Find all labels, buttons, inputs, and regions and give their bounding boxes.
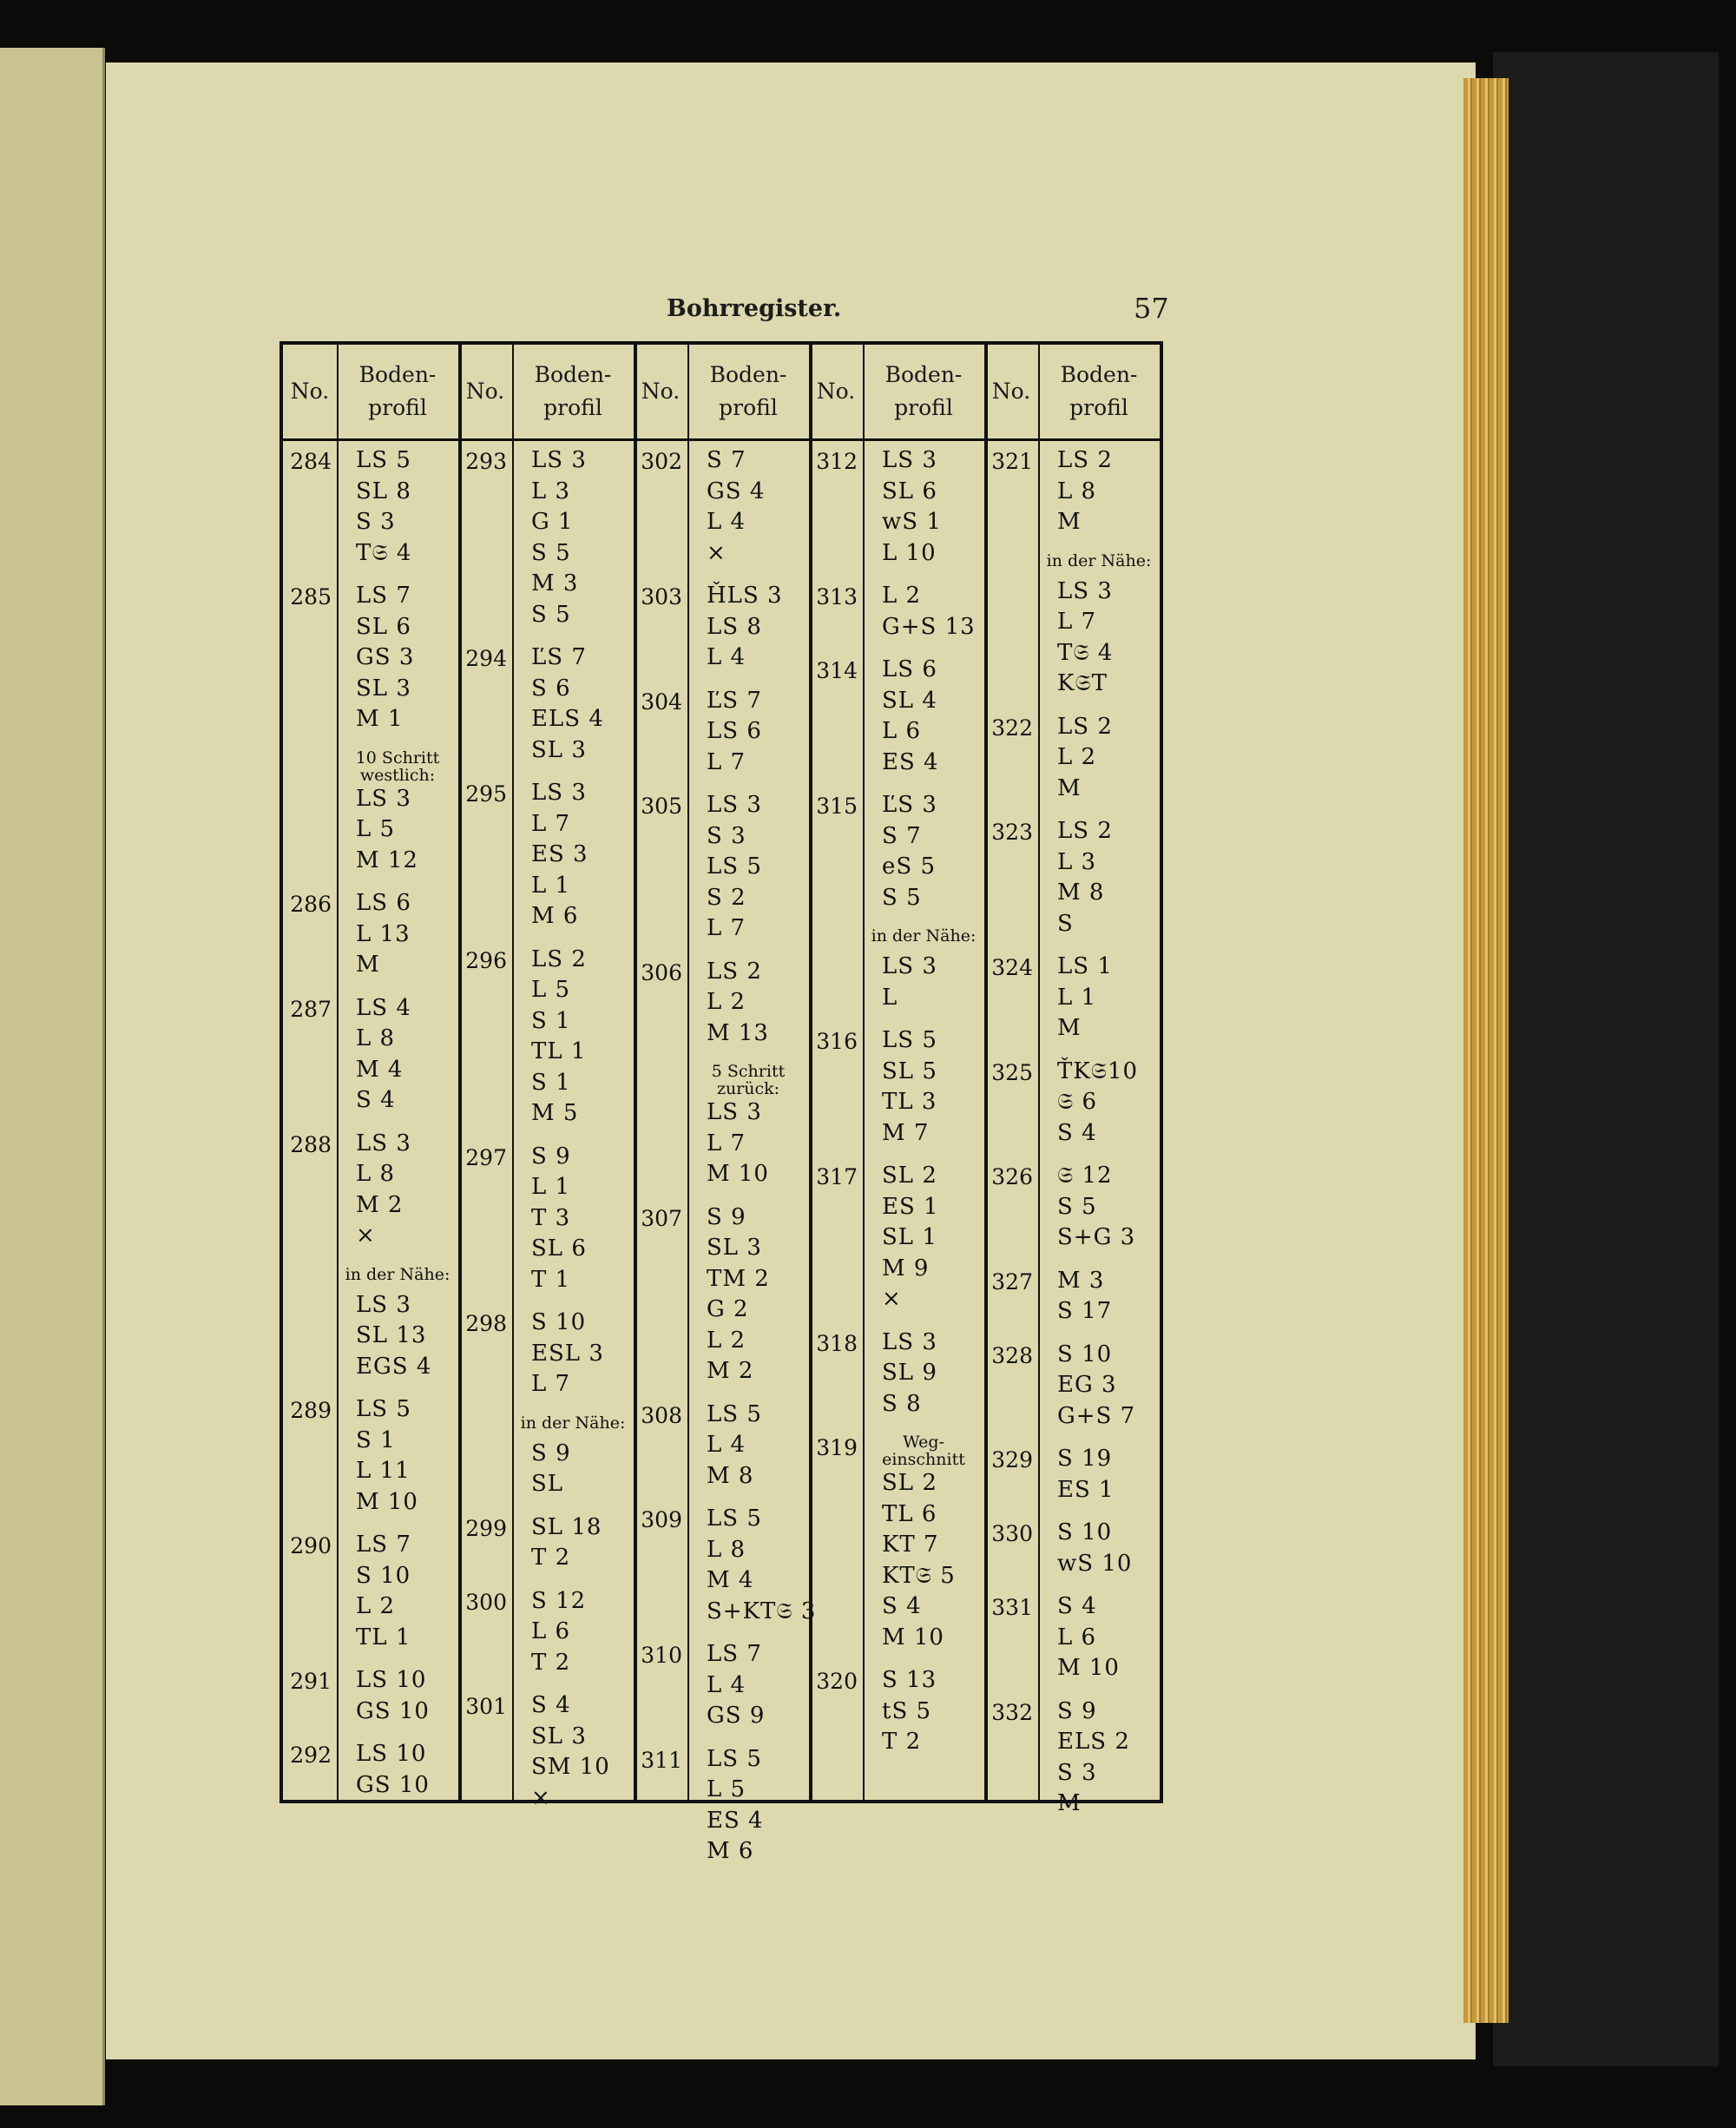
soil-layer: M 7 [882,1119,930,1146]
soil-layer: M 3 [1057,1267,1105,1294]
soil-layer: L 6 [1057,1624,1097,1650]
bohrung-number: 292 [290,1743,332,1768]
soil-layer: S 9 [531,1440,571,1466]
soil-layer: L 5 [356,816,396,842]
soil-layer: LS 3 [707,1099,762,1125]
soil-layer: T 2 [882,1729,922,1755]
soil-layer: L 7 [531,810,571,837]
soil-layer: L 4 [707,1671,746,1698]
left-page-edge [0,48,105,2105]
soil-layer: SL 3 [531,1723,587,1749]
book-cover [1493,52,1719,2066]
soil-layer: LS 2 [531,945,587,972]
soil-layer: ĽS 3 [882,792,937,818]
bohrung-number: 332 [991,1699,1033,1725]
soil-layer: M [356,952,380,978]
soil-layer: M [1057,1015,1082,1041]
annotation-note: Weg- einschnitt [882,1433,965,1469]
bohrung-number: 304 [641,688,682,715]
soil-layer: S 8 [882,1390,922,1417]
soil-layer: M 1 [356,706,404,732]
bohrung-number: 287 [290,996,332,1022]
bohrung-number: 311 [641,1747,682,1773]
soil-layer: L 7 [1057,609,1097,635]
soil-layer: SL [531,1471,564,1497]
soil-layer: M 5 [531,1100,579,1126]
soil-layer: M 6 [531,903,579,929]
bohrung-number: 322 [991,715,1033,741]
soil-layer: ES 1 [1057,1476,1115,1503]
soil-layer: ELS 2 [1057,1729,1130,1755]
soil-layer: ES 3 [531,841,589,867]
soil-layer: LS 5 [882,1027,937,1053]
bohrung-number: 319 [816,1435,858,1460]
bohrung-number: 314 [816,658,858,683]
soil-layer: 𝔖 6 [1057,1089,1098,1115]
soil-layer: LS 5 [707,1745,762,1772]
soil-layer: SM 10 [531,1754,610,1780]
bohrung-number: 320 [816,1669,858,1694]
soil-layer: ELS 4 [531,706,604,732]
soil-layer: LS 3 [882,1328,937,1355]
soil-layer: ES 4 [707,1807,764,1834]
soil-layer: L 4 [707,509,746,535]
soil-layer: L 2 [1057,744,1097,770]
soil-layer: TM 2 [707,1265,770,1292]
soil-layer: LS 10 [356,1741,427,1767]
soil-layer: L 8 [1057,478,1097,504]
bohrung-number: 331 [991,1595,1033,1620]
soil-layer: SL 5 [882,1057,937,1084]
bohrung-number: 317 [816,1164,858,1189]
soil-layer: ȞLS 3 [707,583,783,609]
soil-layer: KT 7 [882,1532,939,1558]
soil-layer: M 6 [707,1838,754,1864]
soil-layer: ES 1 [882,1193,939,1220]
soil-layer: L 1 [1057,984,1097,1011]
soil-layer: ĽS 7 [707,687,762,714]
soil-layer: SL 6 [531,1235,587,1262]
soil-layer: SL 9 [882,1360,937,1386]
bohrung-number: 306 [641,959,682,985]
soil-layer: S 10 [1057,1519,1113,1545]
column-rule [809,345,812,1800]
soil-layer: SL 6 [356,613,411,640]
soil-layer: SL 18 [531,1513,602,1540]
annotation-note: 10 Schritt westlich: [355,748,440,785]
soil-layer: L 2 [882,583,922,609]
soil-layer: S 1 [531,1069,571,1096]
bohrung-number: 299 [465,1515,507,1541]
soil-layer: L 11 [356,1458,411,1484]
soil-layer: S 3 [707,822,746,849]
soil-layer: LS 3 [531,780,587,806]
soil-layer: S 9 [707,1203,746,1230]
soil-layer: SL 3 [531,736,587,763]
soil-layer: LS 3 [356,1291,411,1318]
soil-layer: SL 4 [882,687,937,714]
bohrung-number: 301 [465,1694,507,1719]
soil-layer: M 2 [356,1191,404,1218]
soil-layer: M 10 [707,1161,769,1187]
soil-layer: L 5 [531,977,571,1003]
soil-layer: M 2 [707,1358,754,1384]
soil-layer: S 13 [882,1667,937,1693]
bohrung-number: 290 [290,1533,332,1558]
bohrung-number: 308 [641,1402,682,1428]
no-column-rule [337,345,339,1800]
bohrung-number: 297 [465,1144,507,1170]
soil-layer: L 7 [707,1130,746,1156]
soil-layer: L 7 [531,1371,571,1397]
soil-layer: L 3 [1057,848,1097,875]
soil-layer: SL 3 [707,1235,762,1261]
soil-layer: T 2 [531,1649,571,1676]
soil-layer: S 4 [531,1692,571,1718]
soil-layer: L 4 [707,644,746,670]
bohrung-number: 316 [816,1029,858,1054]
soil-layer: LS 5 [356,1396,411,1422]
soil-layer: S 9 [531,1143,571,1169]
header-no: No. [816,379,856,404]
soil-layer: S 7 [707,447,746,473]
soil-layer: GS 10 [356,1771,430,1798]
bohrung-number: 327 [991,1268,1033,1295]
soil-layer: GS 10 [356,1697,430,1724]
column-rule [458,345,462,1800]
soil-layer: LS 3 [356,785,411,812]
soil-layer: eS 5 [882,853,937,880]
soil-layer: S 7 [882,822,922,849]
soil-layer: L 10 [882,539,937,566]
soil-layer: LS 5 [707,1400,762,1427]
bohrung-number: 288 [290,1131,332,1157]
bohrung-number: 321 [991,449,1033,474]
soil-layer: LS 2 [1057,713,1113,740]
header-bodenprofil: Boden- profil [884,362,963,420]
soil-layer: wS 1 [882,509,942,535]
soil-layer: S 3 [356,509,396,535]
bohrung-number: 310 [641,1643,682,1668]
no-column-rule [863,345,865,1800]
soil-layer: EG 3 [1057,1372,1117,1398]
annotation-note: in der Nähe: [871,926,976,945]
bohrung-number: 313 [816,584,858,609]
soil-layer: G 1 [531,509,574,535]
soil-layer: GS 9 [707,1703,766,1729]
soil-layer: SL 3 [356,675,411,702]
header-bodenprofil: Boden- profil [1060,362,1138,420]
soil-layer: L 2 [707,1327,746,1354]
soil-layer: SL 2 [882,1163,937,1189]
bohrung-number: 325 [991,1059,1033,1085]
soil-layer: M 10 [356,1488,418,1515]
soil-layer: ŤK𝔖10 [1057,1057,1139,1084]
soil-layer: L 8 [356,1161,396,1187]
header-rule [283,438,1160,441]
soil-layer: S 4 [1057,1593,1097,1619]
soil-layer: G+S 7 [1057,1402,1136,1429]
header-no: No. [991,379,1031,404]
soil-layer: M 4 [356,1056,404,1083]
soil-layer: LS 2 [707,958,762,985]
header-bodenprofil: Boden- profil [709,362,787,420]
soil-layer: LS 4 [356,994,411,1021]
soil-layer: T 2 [531,1545,571,1571]
soil-layer: M 12 [356,847,418,873]
soil-layer: S 1 [356,1426,396,1453]
bohrung-number: 309 [641,1507,682,1532]
soil-layer: LS 3 [356,1130,411,1156]
soil-layer: L 6 [882,718,922,744]
soil-layer: L 13 [356,920,411,947]
bohrung-number: 318 [816,1330,858,1356]
soil-layer: S 5 [1057,1193,1097,1220]
soil-layer: L 3 [531,478,571,504]
soil-layer: L 2 [356,1593,396,1619]
no-column-rule [512,345,514,1800]
soil-layer: M 8 [707,1462,754,1489]
soil-layer: GS 4 [707,478,766,504]
soil-layer: LS 3 [882,447,937,473]
soil-layer: KT𝔖 5 [882,1562,956,1589]
soil-layer: S 10 [531,1309,587,1335]
soil-layer: L [882,984,898,1011]
soil-layer: 𝔖 12 [1057,1163,1113,1189]
soil-layer: M 13 [707,1019,769,1046]
soil-layer: S 19 [1057,1446,1113,1472]
soil-layer: S [1057,910,1074,937]
soil-layer: L 2 [707,989,746,1015]
soil-layer: L 6 [531,1618,571,1644]
soil-layer: LS 2 [1057,447,1113,473]
soil-layer: TL 6 [882,1500,937,1527]
soil-layer: tS 5 [882,1697,932,1724]
bohrung-number: 286 [290,892,332,917]
soil-layer: LS 10 [356,1667,427,1693]
soil-layer: T 1 [531,1266,571,1293]
soil-layer: LS 6 [356,890,411,916]
soil-layer: S 3 [1057,1759,1097,1786]
soil-layer: × [882,1286,902,1312]
bohrung-number: 289 [290,1398,332,1423]
soil-layer: L 7 [707,748,746,775]
bohrung-number: 312 [816,449,858,474]
soil-layer: S 4 [1057,1119,1097,1146]
soil-layer: LS 6 [882,656,937,682]
soil-layer: wS 10 [1057,1550,1133,1577]
bohrung-number: 323 [991,820,1033,845]
soil-layer: SL 8 [356,478,411,504]
soil-layer: S 5 [531,601,571,628]
bohrung-number: 324 [991,955,1033,980]
soil-layer: LS 5 [707,853,762,880]
soil-layer: G 2 [707,1296,749,1322]
bohrung-number: 296 [465,947,507,973]
running-title: Bohrregister. [667,295,842,322]
bohrung-number: 303 [641,584,682,609]
soil-layer: LS 6 [707,718,762,744]
soil-layer: L 1 [531,1174,571,1200]
soil-layer: S 2 [707,884,746,911]
bohrung-number: 330 [991,1521,1033,1546]
soil-layer: S 1 [531,1007,571,1034]
soil-layer: L 8 [356,1025,396,1051]
header-no: No. [290,379,330,404]
soil-layer: G+S 13 [882,613,976,640]
header-no: No. [641,379,681,404]
soil-layer: LS 7 [356,583,411,609]
bohrung-number: 284 [290,449,332,474]
soil-layer: LS 3 [882,953,937,979]
soil-layer: S+KT𝔖 3 [707,1598,817,1624]
annotation-note: in der Nähe: [1046,550,1152,570]
soil-layer: LS 5 [356,447,411,473]
soil-layer: L 7 [707,915,746,941]
annotation-note: 5 Schritt zurück: [711,1062,786,1098]
soil-layer: ĽS 7 [531,644,587,670]
soil-layer: × [707,539,727,566]
soil-layer: S 17 [1057,1298,1113,1324]
soil-layer: LS 7 [707,1641,762,1667]
soil-layer: S 5 [882,884,922,911]
soil-layer: × [356,1222,376,1248]
soil-layer: S 5 [531,539,571,566]
soil-layer: LS 3 [531,447,587,473]
soil-layer: L 1 [531,872,571,899]
soil-layer: T 3 [531,1204,571,1231]
soil-layer: ESL 3 [531,1340,604,1367]
soil-layer: LS 2 [1057,818,1113,844]
soil-layer: M 4 [707,1567,754,1593]
soil-layer: M [1057,509,1082,535]
bohrung-number: 329 [991,1447,1033,1472]
soil-layer: S 12 [531,1587,587,1614]
bohrung-number: 295 [465,781,507,807]
soil-layer: M [1057,1790,1082,1816]
soil-layer: LS 7 [356,1532,411,1558]
page-number: 57 [1134,292,1169,325]
soil-layer: EGS 4 [356,1353,432,1380]
soil-layer: S 4 [882,1593,922,1619]
soil-layer: T𝔖 4 [1057,639,1114,666]
soil-layer: TL 1 [531,1038,587,1064]
soil-layer: M 10 [882,1624,944,1650]
header-bodenprofil: Boden- profil [534,362,612,420]
soil-layer: SL 2 [882,1470,937,1496]
soil-layer: M 3 [531,570,579,596]
soil-layer: LS 8 [707,613,762,640]
bohrung-number: 300 [465,1589,507,1615]
soil-layer: LS 1 [1057,953,1113,979]
bohrung-number: 293 [465,449,507,474]
column-rule [634,345,637,1800]
soil-layer: SL 1 [882,1224,937,1250]
soil-layer: M 10 [1057,1655,1120,1681]
soil-layer: S 4 [356,1087,396,1113]
bohrung-number: 305 [641,794,682,819]
soil-layer: S 6 [531,675,571,702]
soil-layer: S 9 [1057,1697,1097,1724]
soil-layer: S 10 [356,1562,411,1589]
soil-layer: L 4 [707,1432,746,1458]
bohrung-number: 315 [816,794,858,819]
soil-layer: TL 3 [882,1089,937,1115]
bohrung-number: 302 [641,449,682,474]
header-no: No. [465,379,505,404]
bohrung-number: 298 [465,1311,507,1336]
bohrung-number: 294 [465,646,507,671]
soil-layer: LS 5 [707,1505,762,1532]
soil-layer: L 8 [707,1536,746,1563]
bohrung-number: 291 [290,1669,332,1694]
annotation-note: in der Nähe: [520,1413,626,1433]
bohrung-number: 285 [290,584,332,609]
soil-layer: S+G 3 [1057,1224,1136,1250]
soil-layer: L 5 [707,1776,746,1802]
soil-layer: TL 1 [356,1624,411,1650]
soil-layer: S 10 [1057,1341,1113,1367]
soil-layer: SL 13 [356,1322,427,1348]
bohrregister-table [279,341,1163,1864]
page-edges [1463,78,1509,2023]
soil-layer: × [531,1784,551,1811]
soil-layer: SL 6 [882,478,937,504]
soil-layer: LS 3 [1057,577,1113,604]
header-bodenprofil: Boden- profil [358,362,437,420]
bohrung-number: 328 [991,1342,1033,1368]
soil-layer: M [1057,774,1082,801]
soil-layer: T𝔖 4 [356,539,412,566]
soil-layer: GS 3 [356,644,415,670]
soil-layer: LS 3 [707,792,762,818]
soil-layer: K𝔖T [1057,670,1108,696]
soil-layer: ES 4 [882,748,939,775]
bohrung-number: 307 [641,1205,682,1231]
bohrung-number: 326 [991,1164,1033,1189]
soil-layer: M 9 [882,1255,930,1281]
annotation-note: in der Nähe: [345,1264,450,1284]
soil-layer: M 8 [1057,880,1105,906]
